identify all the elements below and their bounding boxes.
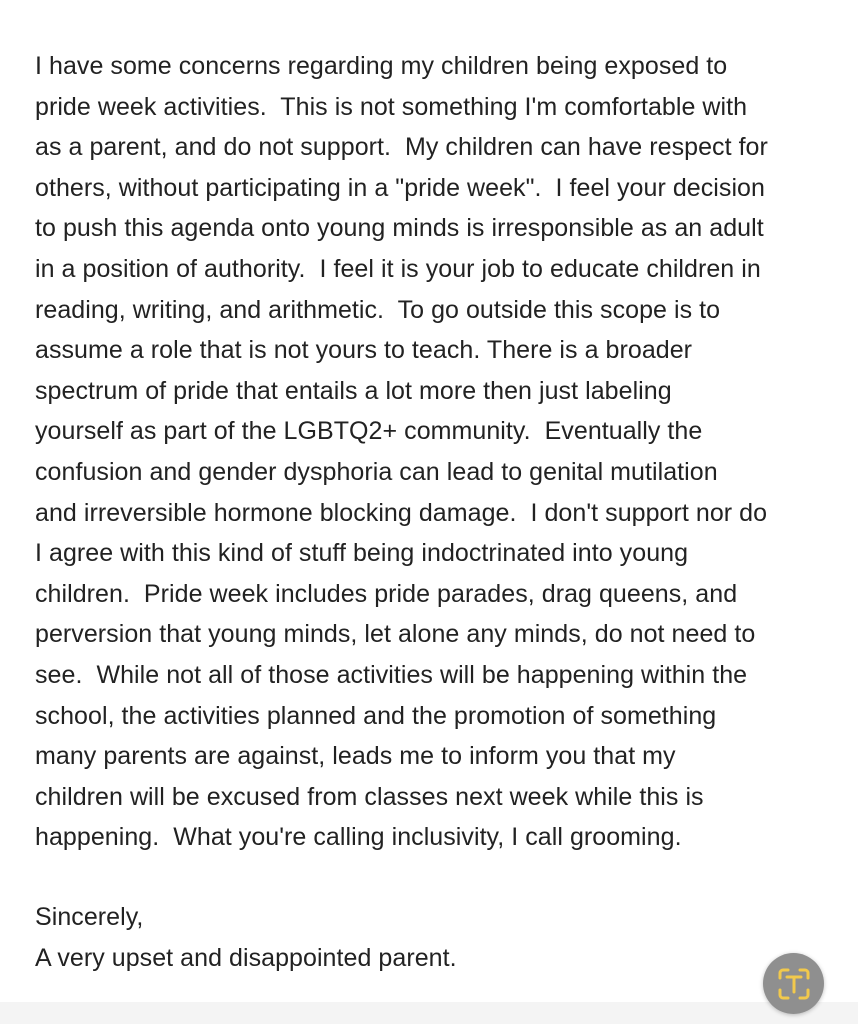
closing: Sincerely, [35, 903, 144, 931]
letter-line: to push this agenda onto young minds is irresponsible as an adult [35, 214, 764, 243]
letter-line: as a parent, and do not support. My children can have respect for [35, 133, 768, 162]
letter-line: many parents are against, leads me to inform you that my [35, 742, 676, 771]
text-scan-button[interactable] [763, 953, 824, 1014]
letter-line: happening. What you're calling inclusivity, I call grooming. [35, 823, 682, 852]
letter-line: confusion and gender dysphoria can lead to genital mutilation [35, 457, 718, 486]
letter-line: children will be excused from classes next week while this is [35, 782, 704, 811]
letter-line: in a position of authority. I feel it is your job to educate children in [35, 254, 761, 283]
bottom-strip [0, 1002, 858, 1024]
letter-signoff [35, 897, 457, 978]
letter-line: I have some concerns regarding my children being exposed to [35, 52, 728, 80]
letter-line: pride week activities. This is not something I'm comfortable with [35, 92, 748, 121]
text-scan-icon [774, 964, 814, 1004]
letter-line: others, without participating in a "pride week". I feel your decision [35, 173, 765, 202]
letter-line: spectrum of pride that entails a lot more then just labeling [35, 376, 672, 405]
signature: A very upset and disappointed parent. [35, 943, 457, 972]
letter-line: children. Pride week includes pride parades, drag queens, and [35, 579, 738, 608]
letter-body [35, 46, 835, 858]
letter-line: reading, writing, and arithmetic. To go outside this scope is to [35, 295, 721, 324]
letter-line: and irreversible hormone blocking damage. I don't support nor do [35, 498, 768, 527]
letter-line: school, the activities planned and the promotion of something [35, 701, 717, 730]
letter-line: see. While not all of those activities will be happening within the [35, 660, 748, 689]
letter-line: I agree with this kind of stuff being indoctrinated into young [35, 539, 689, 568]
letter-line: yourself as part of the LGBTQ2+ community. Eventually the [35, 417, 703, 446]
letter-line: perversion that young minds, let alone any minds, do not need to [35, 620, 756, 649]
letter-line: assume a role that is not yours to teach. There is a broader [35, 336, 693, 365]
